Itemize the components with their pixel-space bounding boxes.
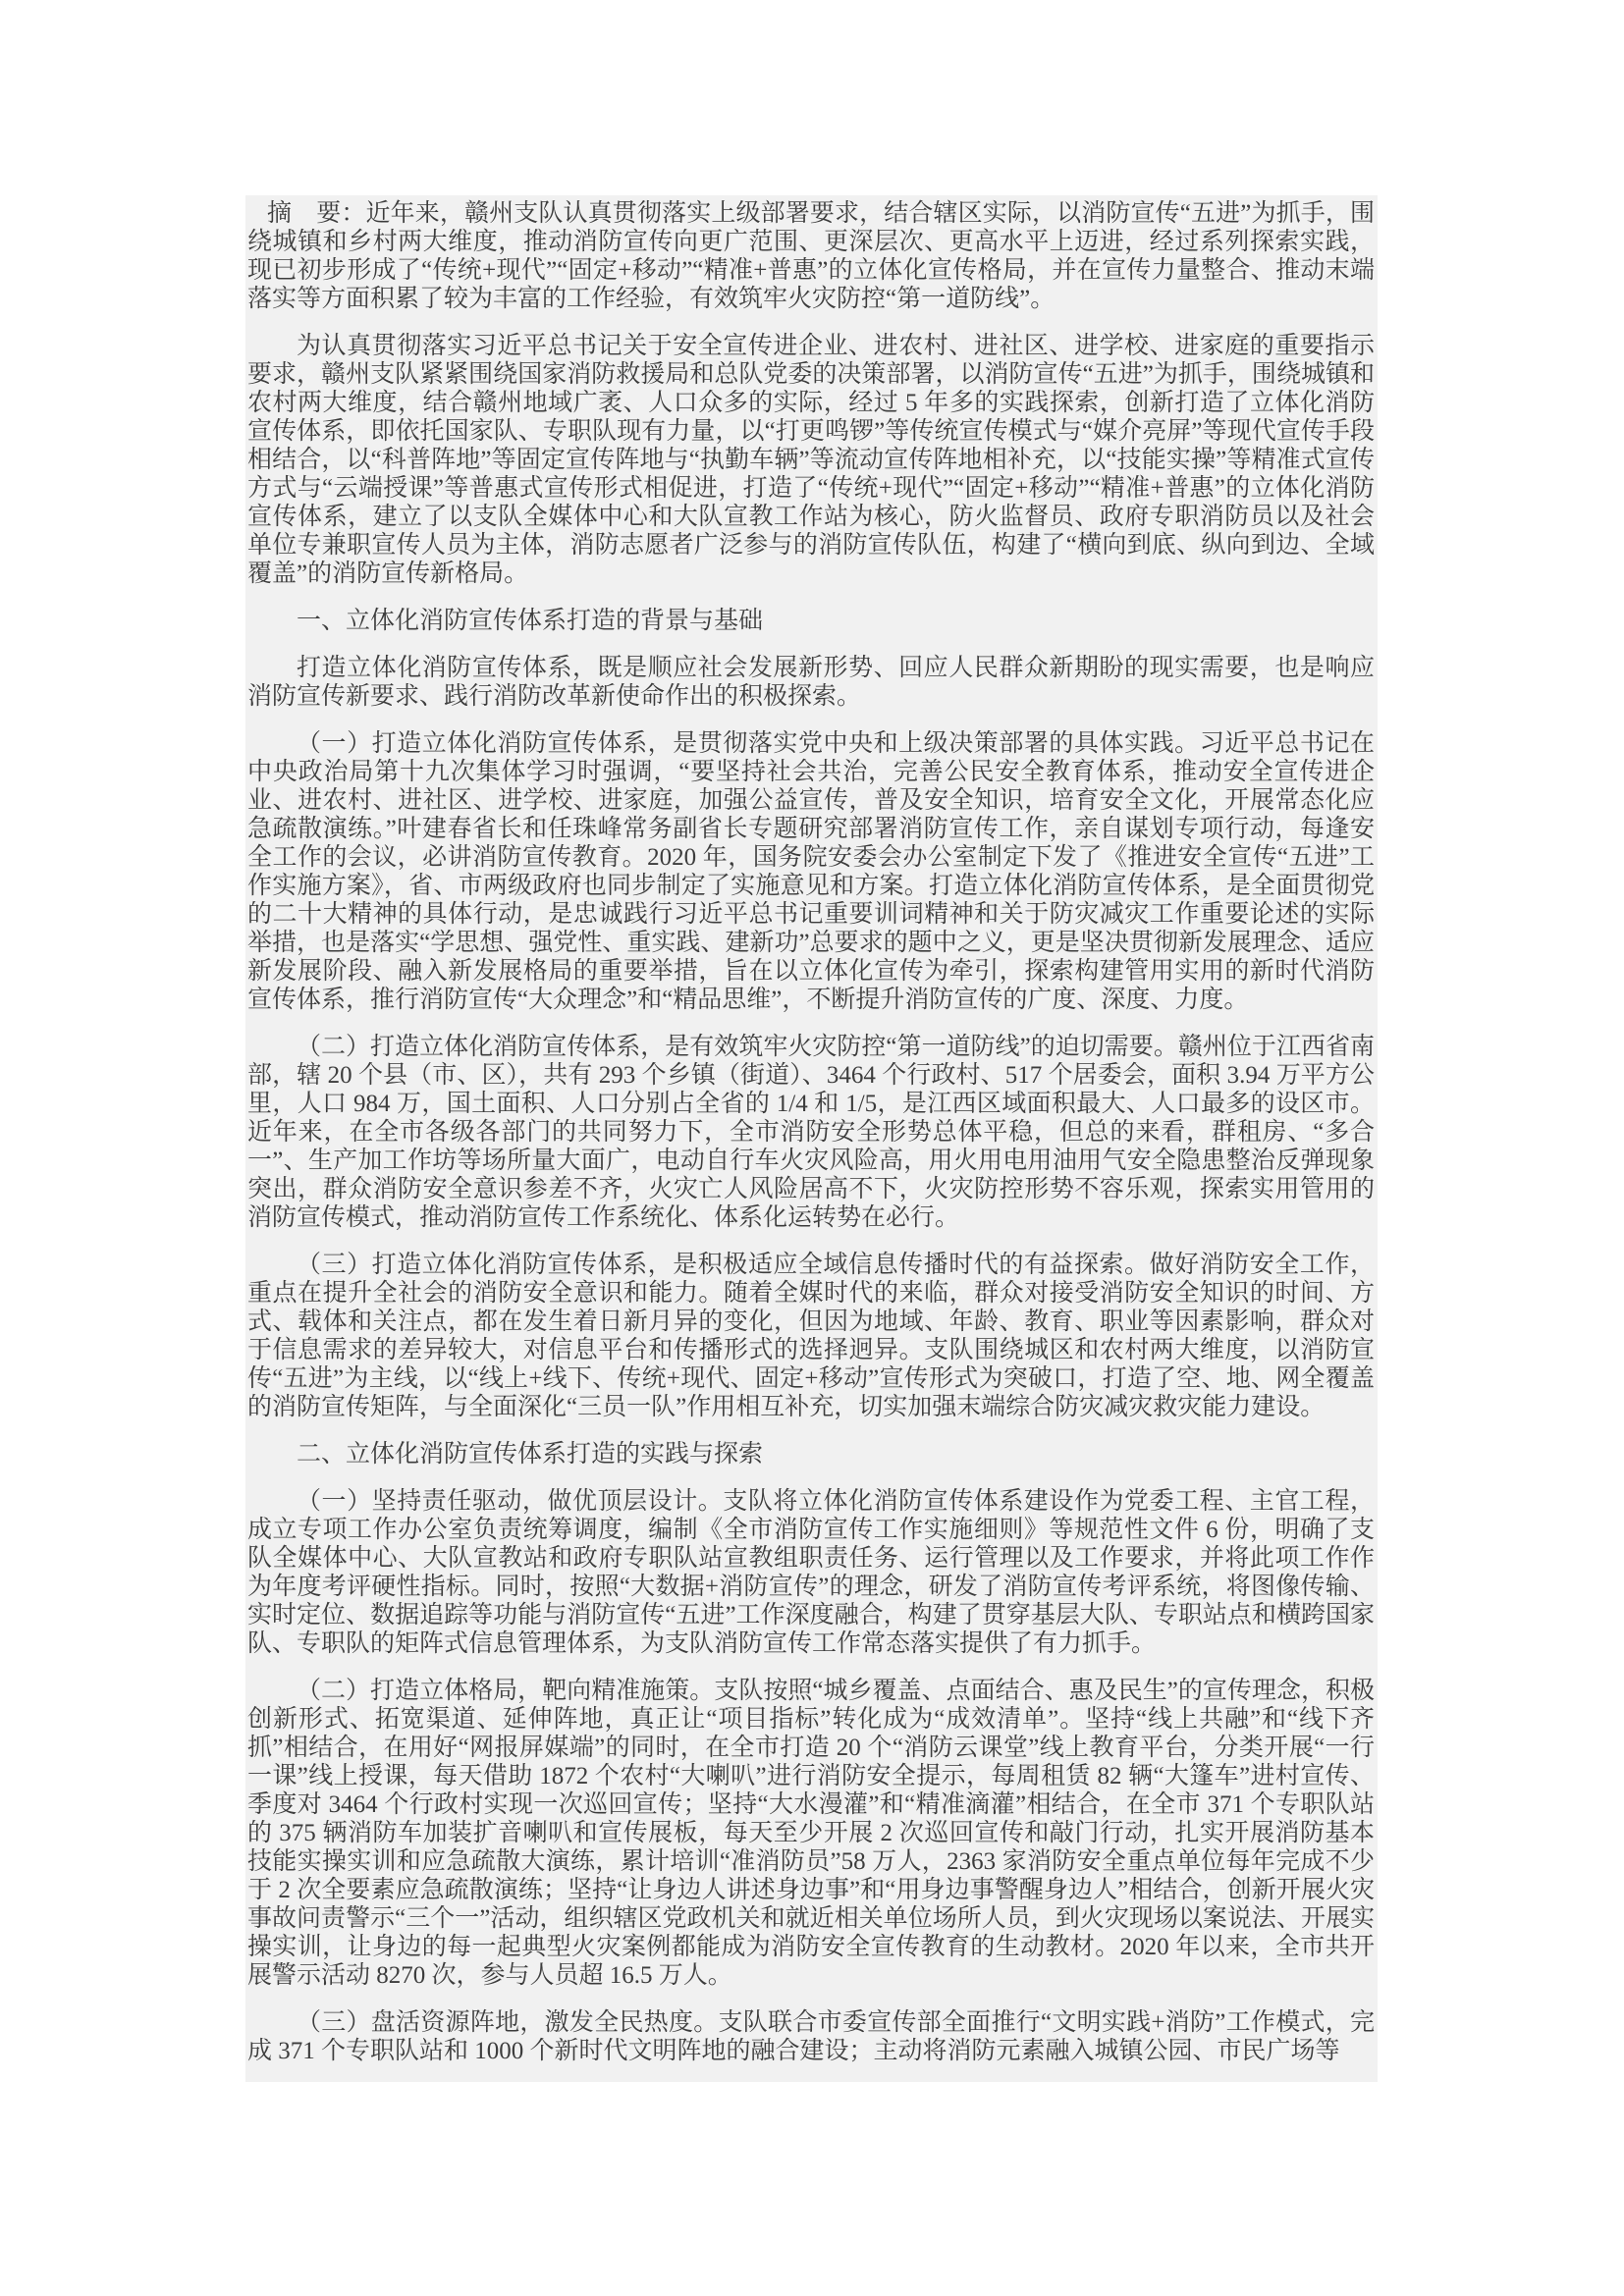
paragraph: （三）打造立体化消防宣传体系，是积极适应全域信息传播时代的有益探索。做好消防安全工作，重点在提升全社会的消防安全意识和能力。随着全媒时代的来临，群众对接受消防安全知识的时间、方式、载体和关注点，都在发生着日新月异的变化，但因为地域、年龄、教育、职业等因素影响，群众对于信息需求的差异较大，对信息平台和传播形式的选择迥异。支队围绕城区和农村两大维度，以消防宣传“五进”为主线，以“线上+线下、传统+现代、固定+移动”宣传形式为突破口，打造了空、地、网全覆盖的消防宣传矩阵，与全面深化“三员一队”作用相互补充，切实加强末端综合防灾减灾救灾能力建设。 [247, 1252, 1375, 1420]
paragraph: （二）打造立体格局，靶向精准施策。支队按照“城乡覆盖、点面结合、惠及民生”的宣传理念，积极创新形式、拓宽渠道、延伸阵地，真正让“项目指标”转化成为“成效清单”。坚持“线上共融”和“线下齐抓”相结合，在用好“网报屏媒端”的同时，在全市打造 20 个“消防云课堂”线上教育平台，分类开展“一行一课”线上授课，每天借助 1872 个农村“大喇叭”进行消防安全提示，每周租赁 82 辆“大篷车”进村宣传、季度对 3464 个行政村实现一次巡回宣传；坚持“大水漫灌”和“精准滴灌”相结合，在全市 371 个专职队站的 375 辆消防车加装扩音喇叭和宣传展板，每天至少开展 2 次巡回宣传和敲门行动，扎实开展消防基本技能实操实训和应急疏散大演练，累计培训“准消防员”58 万人，2363 家消防安全重点单位每年完成不少于 2 次全要素应急疏散演练；坚持“让身边人讲述身边事”和“用身边事警醒身边人”相结合，创新开展火灾事故问责警示“三个一”活动，组织辖区党政机关和就近相关单位场所人员，到火灾现场以案说法、开展实操实训，让身边的每一起典型火灾案例都能成为消防安全宣传教育的生动教材。2020 年以来，全市共开展警示活动 8270 次，参与人员超 16.5 万人。 [247, 1678, 1375, 1989]
article-content [245, 195, 1378, 2082]
abstract-paragraph: 摘 要：近年来，赣州支队认真贯彻落实上级部署要求，结合辖区实际，以消防宣传“五进”为抓手，围绕城镇和乡村两大维度，推动消防宣传向更广范围、更深层次、更高水平上迈进，经过系列探索实践，现已初步形成了“传统+现代”“固定+移动”“精准+普惠”的立体化宣传格局，并在宣传力量整合、推动末端落实等方面积累了较为丰富的工作经验，有效筑牢火灾防控“第一道防线”。 [247, 200, 1375, 312]
paragraph: （二）打造立体化消防宣传体系，是有效筑牢火灾防控“第一道防线”的迫切需要。赣州位于江西省南部，辖 20 个县（市、区），共有 293 个乡镇（街道）、3464 个行政村、517 个居委会，面积 3.94 万平方公里，人口 984 万，国土面积、人口分别占全省的 1/4 和 1/5，是江西区域面积最大、人口最多的设区市。近年来，在全市各级各部门的共同努力下，全市消防安全形势总体平稳，但总的来看，群租房、“多合一”、生产加工作坊等场所量大面广，电动自行车火灾风险高，用火用电用油用气安全隐患整治反弹现象突出，群众消防安全意识参差不齐，火灾亡人风险居高不下，火灾防控形势不容乐观，探索实用管用的消防宣传模式，推动消防宣传工作系统化、体系化运转势在必行。 [247, 1034, 1375, 1231]
section-heading: 二、立体化消防宣传体系打造的实践与探索 [297, 1441, 764, 1468]
paragraph: （一）坚持责任驱动，做优顶层设计。支队将立体化消防宣传体系建设作为党委工程、主官工程，成立专项工作办公室负责统筹调度，编制《全市消防宣传工作实施细则》等规范性文件 6 份，明确了支队全媒体中心、大队宣教站和政府专职队站宣教组职责任务、运行管理以及工作要求，并将此项工作作为年度考评硬性指标。同时，按照“大数据+消防宣传”的理念，研发了消防宣传考评系统，将图像传输、实时定位、数据追踪等功能与消防宣传“五进”工作深度融合，构建了贯穿基层大队、专职站点和横跨国家队、专职队的矩阵式信息管理体系，为支队消防宣传工作常态落实提供了有力抓手。 [247, 1488, 1375, 1657]
paragraph: （三）盘活资源阵地，激发全民热度。支队联合市委宣传部全面推行“文明实践+消防”工作模式，完成 371 个专职队站和 1000 个新时代文明阵地的融合建设；主动将消防元素融入城镇公园、市民广场等 [247, 2009, 1375, 2064]
paragraph: （一）打造立体化消防宣传体系，是贯彻落实党中央和上级决策部署的具体实践。习近平总书记在中央政治局第十九次集体学习时强调，“要坚持社会共治，完善公民安全教育体系，推动安全宣传进企业、进农村、进社区、进学校、进家庭，加强公益宣传，普及安全知识，培育安全文化，开展常态化应急疏散演练。”叶建春省长和任珠峰常务副省长专题研究部署消防宣传工作，亲自谋划专项行动，每逢安全工作的会议，必讲消防宣传教育。2020 年，国务院安委会办公室制定下发了《推进安全宣传“五进”工作实施方案》，省、市两级政府也同步制定了实施意见和方案。打造立体化消防宣传体系，是全面贯彻党的二十大精神的具体行动，是忠诚践行习近平总书记重要训词精神和关于防灾减灾工作重要论述的实际举措，也是落实“学思想、强党性、重实践、建新功”总要求的题中之义，更是坚决贯彻新发展理念、适应新发展阶段、融入新发展格局的重要举措，旨在以立体化宣传为牵引，探索构建管用实用的新时代消防宣传体系，推行消防宣传“大众理念”和“精品思维”，不断提升消防宣传的广度、深度、力度。 [247, 730, 1375, 1013]
section-heading: 一、立体化消防宣传体系打造的背景与基础 [297, 608, 764, 634]
paragraph: 打造立体化消防宣传体系，既是顺应社会发展新形势、回应人民群众新期盼的现实需要，也是响应消防宣传新要求、践行消防改革新使命作出的积极探索。 [247, 655, 1375, 710]
paragraph: 为认真贯彻落实习近平总书记关于安全宣传进企业、进农村、进社区、进学校、进家庭的重要指示要求，赣州支队紧紧围绕国家消防救援局和总队党委的决策部署，以消防宣传“五进”为抓手，围绕城镇和农村两大维度，结合赣州地域广袤、人口众多的实际，经过 5 年多的实践探索，创新打造了立体化消防宣传体系，即依托国家队、专职队现有力量，以“打更鸣锣”等传统宣传模式与“媒介亮屏”等现代宣传手段相结合，以“科普阵地”等固定宣传阵地与“执勤车辆”等流动宣传阵地相补充，以“技能实操”等精准式宣传方式与“云端授课”等普惠式宣传形式相促进，打造了“传统+现代”“固定+移动”“精准+普惠”的立体化消防宣传体系，建立了以支队全媒体中心和大队宣教工作站为核心，防火监督员、政府专职消防员以及社会单位专兼职宣传人员为主体，消防志愿者广泛参与的消防宣传队伍，构建了“横向到底、纵向到边、全域覆盖”的消防宣传新格局。 [247, 333, 1375, 587]
